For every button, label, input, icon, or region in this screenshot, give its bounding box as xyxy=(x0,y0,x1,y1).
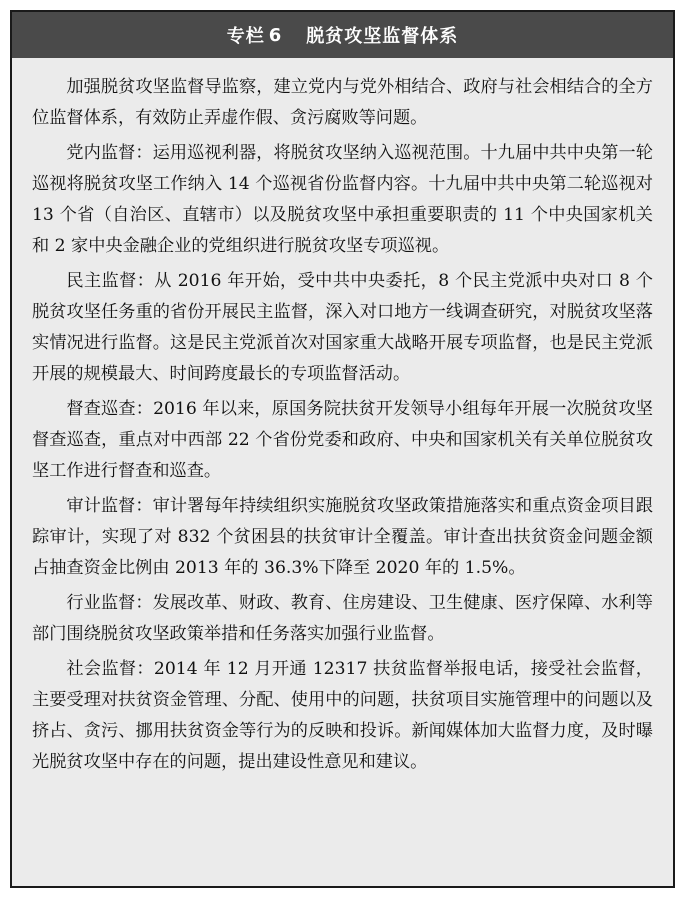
paragraph-social-supervision: 社会监督：2014 年 12 月开通 12317 扶贫监督举报电话，接受社会监督，主要受理对扶贫资金管理、分配、使用中的问题，扶贫项目实施管理中的问题以及挤占、贪污、挪用扶贫资金等行为的反映和投诉。新闻媒体加大监督力度，及时曝光脱贫攻坚中存在的问题，提出建设性意见和建议。 xyxy=(32,659,653,772)
column-number: 6 xyxy=(268,24,283,46)
paragraph-inspection: 督查巡查：2016 年以来，原国务院扶贫开发领导小组每年开展一次脱贫攻坚督查巡查，重点对中西部 22 个省份党委和政府、中央和国家机关有关单位脱贫攻坚工作进行督查和巡查。 xyxy=(32,399,653,481)
paragraph-party-supervision: 党内监督：运用巡视利器，将脱贫攻坚纳入巡视范围。十九届中共中央第一轮巡视将脱贫攻坚工作纳入 14 个巡视省份监督内容。十九届中共中央第二轮巡视对 13 个省（自治区、直辖市）以及脱贫攻坚中承担重要职责的 11 个中央国家机关和 2 家中央金融企业的党组织进行脱贫攻坚专项巡视。 xyxy=(32,143,653,256)
paragraph-industry-supervision: 行业监督：发展改革、财政、教育、住房建设、卫生健康、医疗保障、水利等部门围绕脱贫攻坚政策举措和任务落实加强行业监督。 xyxy=(32,593,653,644)
paragraph-audit-supervision: 审计监督：审计署每年持续组织实施脱贫攻坚政策措施落实和重点资金项目跟踪审计，实现了对 832 个贫困县的扶贫审计全覆盖。审计查出扶贫资金问题金额占抽查资金比例由 2013 年的 36.3%下降至 2020 年的 1.5%。 xyxy=(32,496,653,578)
paragraph-intro: 加强脱贫攻坚监督导监察，建立党内与党外相结合、政府与社会相结合的全方位监督体系，有效防止弄虚作假、贪污腐败等问题。 xyxy=(32,77,653,128)
column-body xyxy=(12,58,673,778)
column-box xyxy=(10,10,675,888)
column-label: 专栏 xyxy=(226,26,265,47)
column-title: 脱贫攻坚监督体系 xyxy=(306,26,459,47)
paragraph-democratic-supervision: 民主监督：从 2016 年开始，受中共中央委托，8 个民主党派中央对口 8 个脱贫攻坚任务重的省份开展民主监督，深入对口地方一线调查研究，对脱贫攻坚落实情况进行监督。这是民主党派首次对国家重大战略开展专项监督，也是民主党派开展的规模最大、时间跨度最长的专项监督活动。 xyxy=(32,271,653,384)
column-header xyxy=(12,12,673,58)
